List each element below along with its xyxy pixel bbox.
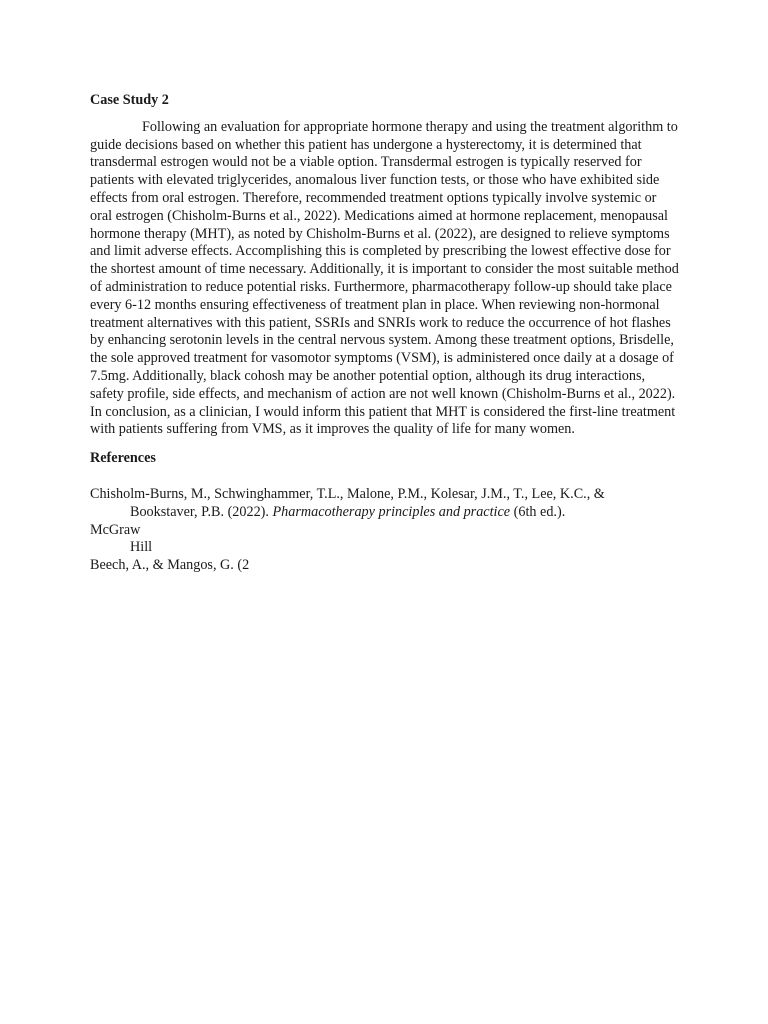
reference-1-line-1: Chisholm-Burns, M., Schwinghammer, T.L., Malone, P.M., Kolesar, J.M., T., Lee, K.C., & — [90, 485, 605, 502]
reference-1-edition: (6th ed.). — [510, 503, 566, 520]
reference-list — [90, 486, 680, 575]
references-heading: References — [90, 450, 156, 467]
reference-1-line-3: McGraw — [90, 521, 141, 538]
case-study-title: Case Study 2 — [90, 92, 169, 108]
body-paragraph: Following an evaluation for appropriate hormone therapy and using the treatment algorithm to guide decisions based on whether this patient has undergone a hysterectomy, it is determined that transdermal estrogen would not be a viable option. Transdermal estrogen is typically reserved for patients with elevated triglycerides, anomalous liver function tests, or those who have exhibited side effects from oral estrogen. Therefore, recommended treatment options typically involve systemic or oral estrogen (Chisholm-Burns et al., 2022). Medications aimed at hormone replacement, menopausal hormone therapy (MHT), as noted by Chisholm-Burns et al. (2022), are designed to relieve symptoms and limit adverse effects. Accomplishing this is completed by prescribing the lowest effective dose for the shortest amount of time necessary. Additionally, it is important to consider the most suitable method of administration to reduce potential risks. Furthermore, pharmacotherapy follow-up should take place every 6-12 months ensuring effectiveness of treatment plan in place. When reviewing non-hormonal treatment alternatives with this patient, SSRIs and SNRIs work to reduce the occurrence of hot flashes by enhancing serotonin levels in the central nervous system. Among these treatment options, Brisdelle, the sole approved treatment for vasomotor symptoms (VSM), is administered once daily at a dosage of 7.5mg. Additionally, black cohosh may be another potential option, although its drug interactions, safety profile, side effects, and mechanism of action are not well known (Chisholm-Burns et al., 2022). In conclusion, as a clinician, I would inform this patient that MHT is considered the first-line treatment with patients suffering from VMS, as it improves the quality of life for many women. — [90, 118, 679, 438]
reference-1-line-2 — [90, 504, 680, 522]
reference-1-line-4: Hill — [130, 539, 153, 556]
reference-1-book-title: Pharmacotherapy principles and practice — [272, 503, 511, 520]
reference-2-line-1: Beech, A., & Mangos, G. (2 — [90, 557, 250, 574]
reference-1-authors-year: Bookstaver, P.B. (2022). — [130, 503, 273, 520]
document-page — [90, 92, 680, 575]
